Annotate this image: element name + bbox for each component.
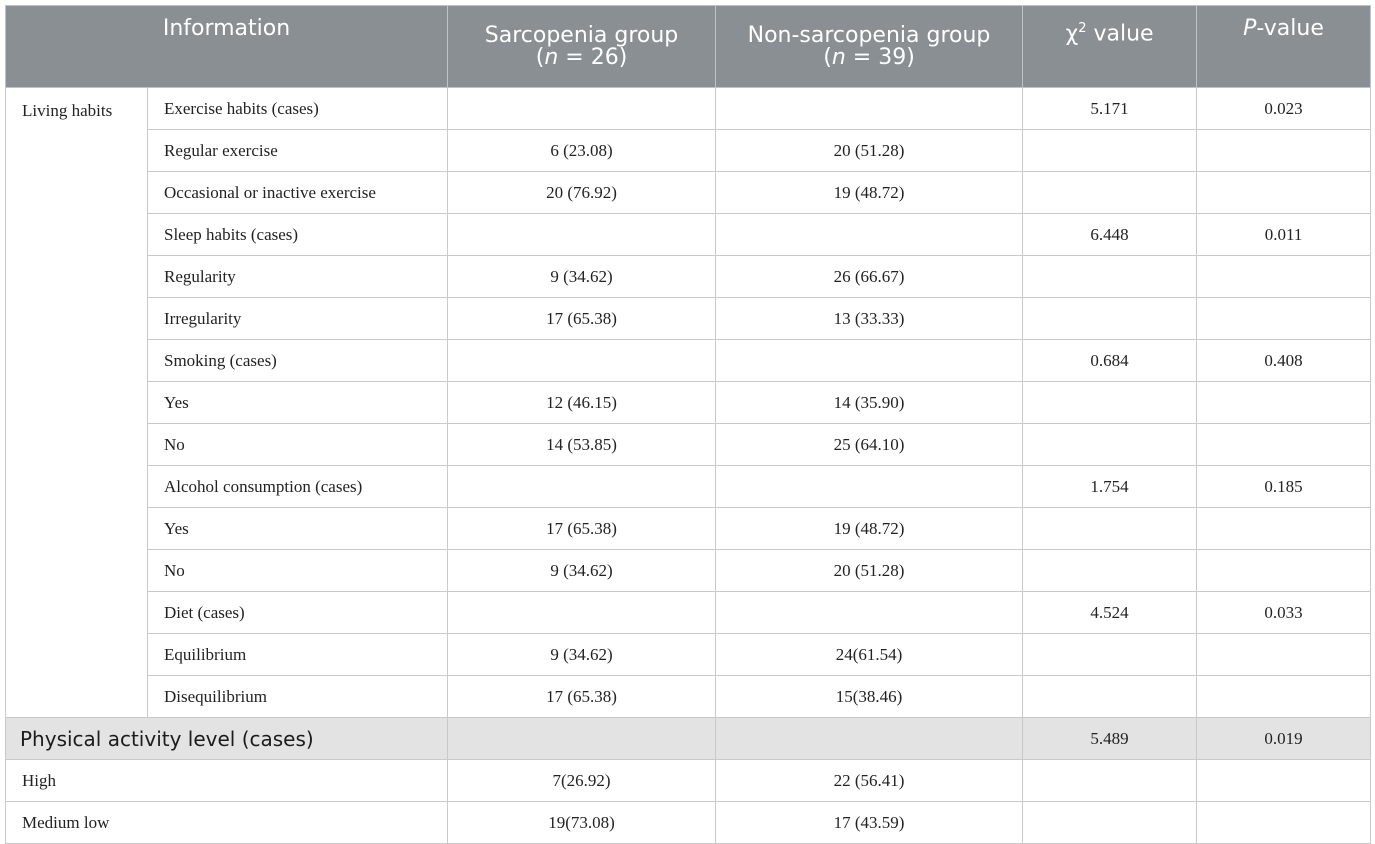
cell-non-sarcopenia [716,214,1023,256]
row-item: Disequilibrium [148,676,448,718]
table-row [6,802,1371,844]
cell-chi2 [1023,760,1197,802]
row-item: Irregularity [148,298,448,340]
cell-p-value [1197,172,1371,214]
cell-chi2 [1023,508,1197,550]
row-item: No [148,550,448,592]
cell-sarcopenia [448,340,716,382]
cell-p-value: 0.185 [1197,466,1371,508]
header-non-sarcopenia-title: Non-sarcopenia group [747,22,991,48]
cell-sarcopenia: 9 (34.62) [448,256,716,298]
cell-sarcopenia: 9 (34.62) [448,550,716,592]
row-item: Yes [148,382,448,424]
cell-non-sarcopenia: 20 (51.28) [716,550,1023,592]
header-chi-superscript: 2 [1078,21,1087,36]
table-row [6,508,1371,550]
cell-sarcopenia: 17 (65.38) [448,676,716,718]
cell-chi2: 4.524 [1023,592,1197,634]
header-sarcopenia-count: = 26) [558,44,628,70]
row-item: Exercise habits (cases) [148,88,448,130]
header-p-value [1197,6,1371,88]
row-item: High [6,760,448,802]
cell-non-sarcopenia: 24(61.54) [716,634,1023,676]
cell-p-value [1197,760,1371,802]
cell-sarcopenia: 20 (76.92) [448,172,716,214]
cell-chi2 [1023,298,1197,340]
cell-chi2 [1023,424,1197,466]
table-row [6,424,1371,466]
row-item: Sleep habits (cases) [148,214,448,256]
table-row [6,550,1371,592]
cell-chi2 [1023,130,1197,172]
cell-p-value: 0.011 [1197,214,1371,256]
header-sarcopenia: Sarcopenia group (n = 26) [448,6,716,88]
cell-p-value: 0.019 [1197,718,1371,760]
cell-non-sarcopenia [716,592,1023,634]
cell-chi2: 5.171 [1023,88,1197,130]
header-p-letter: P [1243,16,1257,41]
row-item: Yes [148,508,448,550]
cell-sarcopenia [448,592,716,634]
table-row [6,130,1371,172]
cell-chi2: 5.489 [1023,718,1197,760]
cell-p-value: 0.408 [1197,340,1371,382]
table-row [6,172,1371,214]
table-row [6,256,1371,298]
row-item: Occasional or inactive exercise [148,172,448,214]
table-row [6,676,1371,718]
cell-chi2: 0.684 [1023,340,1197,382]
header-chi-label: value [1086,21,1154,47]
row-item: Alcohol consumption (cases) [148,466,448,508]
cell-non-sarcopenia: 20 (51.28) [716,130,1023,172]
section-physical-activity-label: Physical activity level (cases) [6,718,448,760]
cell-p-value: 0.033 [1197,592,1371,634]
row-item: No [148,424,448,466]
cell-non-sarcopenia: 17 (43.59) [716,802,1023,844]
cell-sarcopenia [448,88,716,130]
header-non-sarcopenia-n: n [831,44,846,70]
cell-sarcopenia: 6 (23.08) [448,130,716,172]
results-table [5,5,1371,844]
cell-chi2 [1023,550,1197,592]
cell-non-sarcopenia: 25 (64.10) [716,424,1023,466]
cell-chi2 [1023,802,1197,844]
cell-chi2: 6.448 [1023,214,1197,256]
row-item: Regularity [148,256,448,298]
cell-p-value [1197,256,1371,298]
cell-non-sarcopenia [716,88,1023,130]
table-body [6,88,1371,844]
cell-non-sarcopenia: 13 (33.33) [716,298,1023,340]
table-row [6,382,1371,424]
cell-chi2: 1.754 [1023,466,1197,508]
row-item: Equilibrium [148,634,448,676]
cell-sarcopenia [448,466,716,508]
cell-sarcopenia: 9 (34.62) [448,634,716,676]
cell-sarcopenia: 17 (65.38) [448,298,716,340]
cell-p-value [1197,550,1371,592]
cell-chi2 [1023,382,1197,424]
header-chi-symbol: χ [1065,21,1079,47]
table-row [6,340,1371,382]
cell-p-value [1197,130,1371,172]
cell-chi2 [1023,676,1197,718]
cell-p-value: 0.023 [1197,88,1371,130]
cell-p-value [1197,298,1371,340]
cell-sarcopenia [448,718,716,760]
cell-non-sarcopenia [716,340,1023,382]
header-non-sarcopenia-count: = 39) [845,44,915,70]
cell-p-value [1197,508,1371,550]
cell-non-sarcopenia: 14 (35.90) [716,382,1023,424]
cell-p-value [1197,802,1371,844]
header-information-label: Information [162,16,291,41]
cell-p-value [1197,424,1371,466]
cell-non-sarcopenia: 15(38.46) [716,676,1023,718]
table-row [6,298,1371,340]
header-row [6,6,1371,88]
cell-chi2 [1023,172,1197,214]
table-row [6,214,1371,256]
table-row [6,634,1371,676]
group-living-habits: Living habits [6,88,148,718]
cell-non-sarcopenia: 19 (48.72) [716,508,1023,550]
table-row [6,592,1371,634]
row-item: Medium low [6,802,448,844]
header-information [6,6,448,88]
header-non-sarcopenia: Non-sarcopenia group (n = 39) [716,6,1023,88]
cell-sarcopenia: 17 (65.38) [448,508,716,550]
row-item: Regular exercise [148,130,448,172]
cell-p-value [1197,382,1371,424]
cell-p-value [1197,634,1371,676]
cell-p-value [1197,676,1371,718]
header-sarcopenia-n: n [544,44,559,70]
cell-non-sarcopenia: 22 (56.41) [716,760,1023,802]
row-item: Diet (cases) [148,592,448,634]
table-row [6,760,1371,802]
cell-sarcopenia: 12 (46.15) [448,382,716,424]
table-row [6,466,1371,508]
section-row-physical-activity [6,718,1371,760]
cell-sarcopenia: 19(73.08) [448,802,716,844]
header-chi-square [1023,6,1197,88]
cell-chi2 [1023,634,1197,676]
header-p-label: -value [1256,16,1324,41]
table-row [6,88,1371,130]
cell-sarcopenia [448,214,716,256]
row-item: Smoking (cases) [148,340,448,382]
cell-non-sarcopenia [716,718,1023,760]
cell-sarcopenia: 7(26.92) [448,760,716,802]
cell-sarcopenia: 14 (53.85) [448,424,716,466]
cell-non-sarcopenia: 26 (66.67) [716,256,1023,298]
cell-non-sarcopenia [716,466,1023,508]
cell-non-sarcopenia: 19 (48.72) [716,172,1023,214]
cell-chi2 [1023,256,1197,298]
header-sarcopenia-title: Sarcopenia group [484,22,679,48]
